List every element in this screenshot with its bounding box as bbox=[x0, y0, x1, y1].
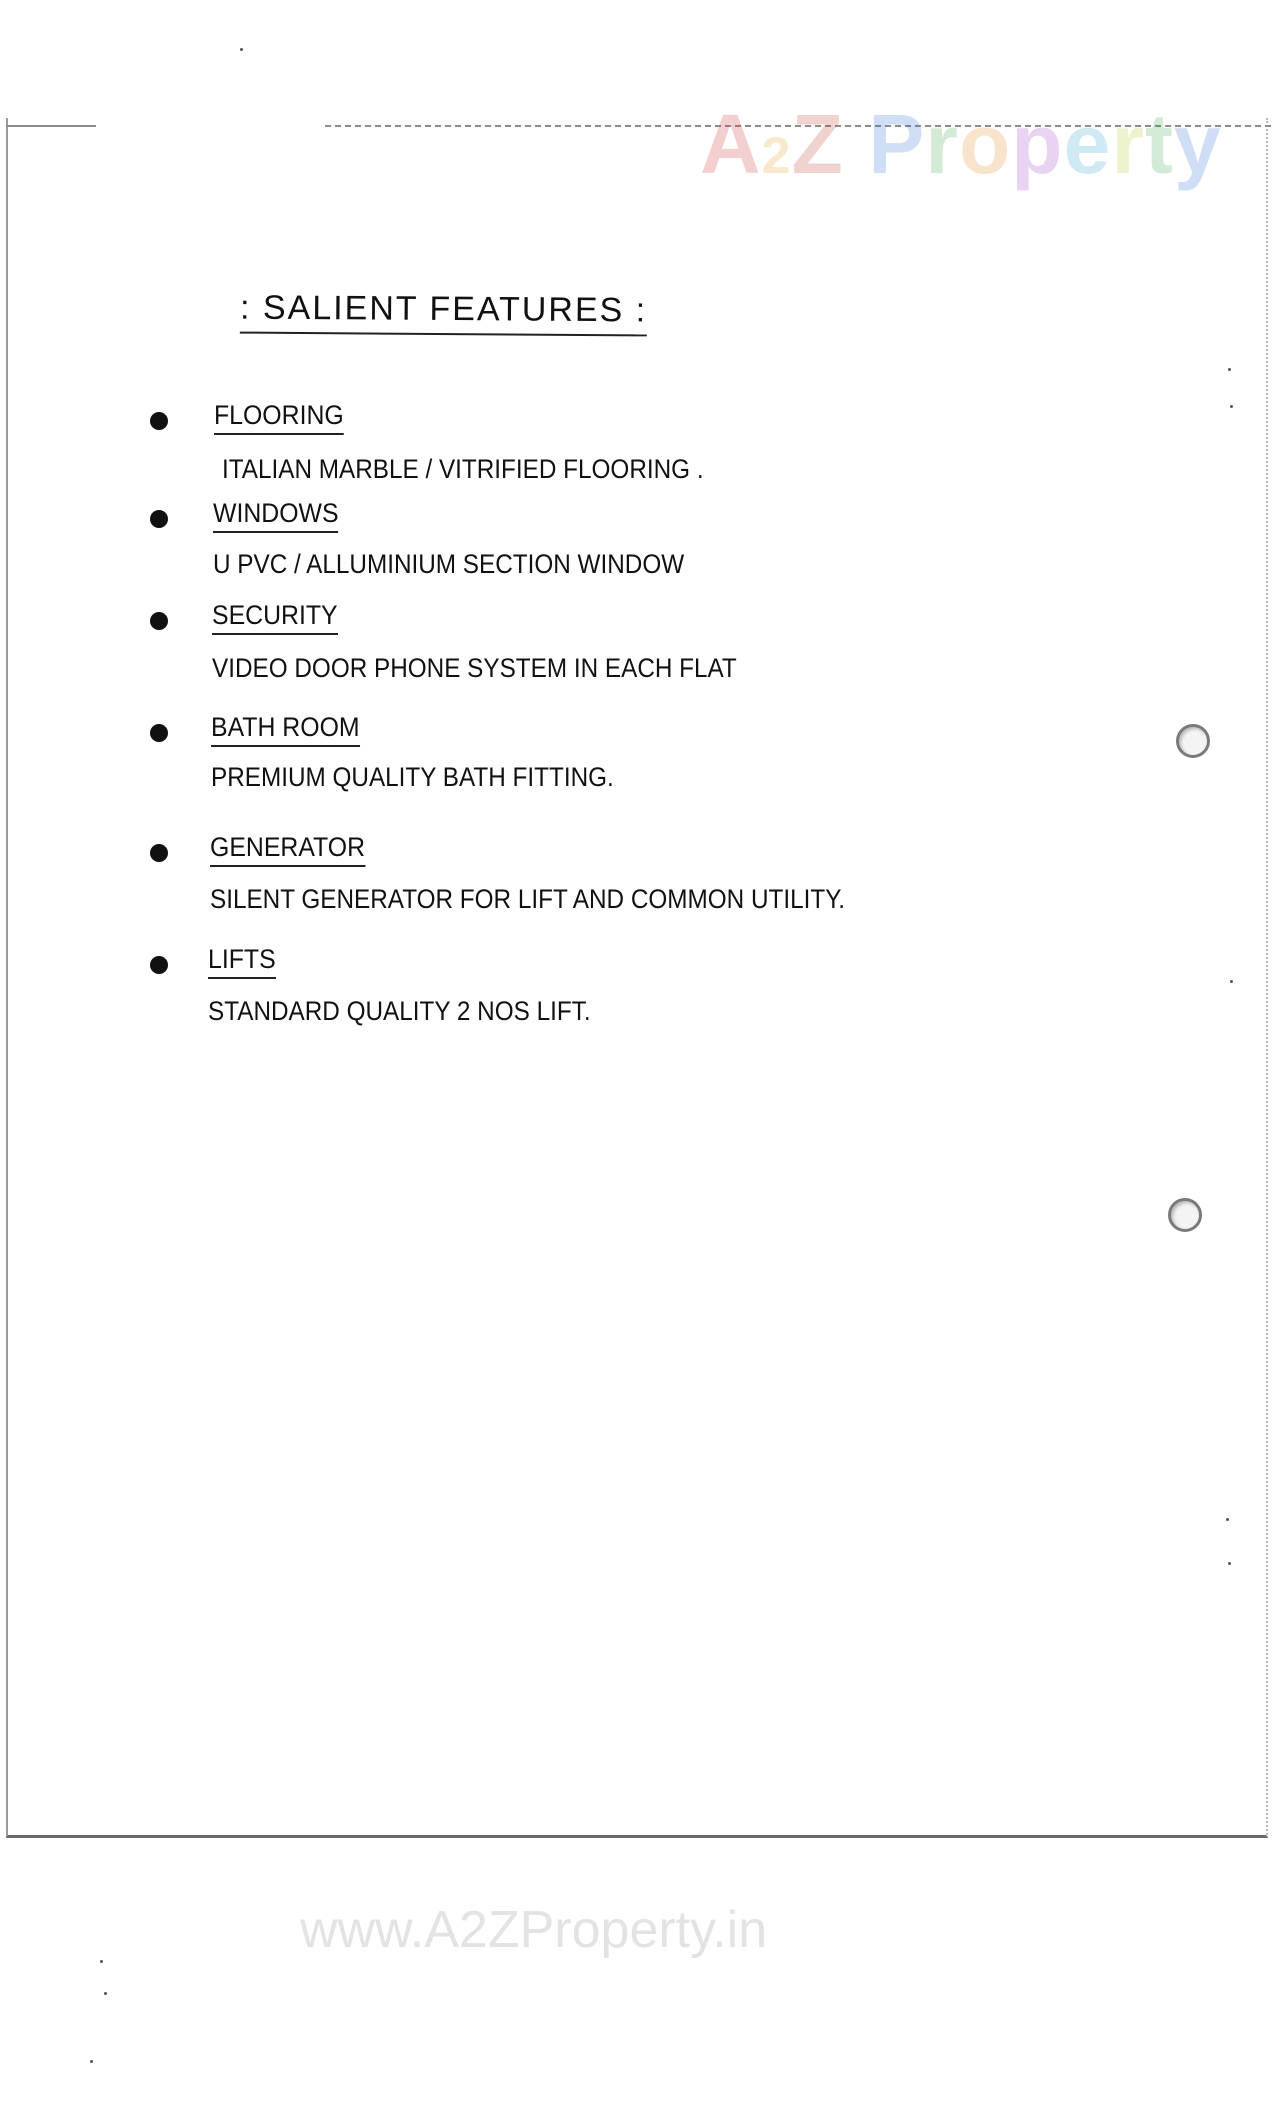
scan-speck bbox=[1226, 1518, 1229, 1521]
feature-heading: LIFTS bbox=[208, 944, 276, 979]
watermark-letter: r bbox=[925, 97, 959, 191]
watermark-letter: p bbox=[1011, 97, 1064, 191]
feature-heading: FLOORING bbox=[214, 400, 344, 435]
feature-description: U PVC / ALLUMINIUM SECTION WINDOW bbox=[213, 549, 685, 579]
scanned-page-border bbox=[6, 118, 1268, 1838]
feature-description: STANDARD QUALITY 2 NOS LIFT. bbox=[208, 996, 591, 1026]
feature-description: VIDEO DOOR PHONE SYSTEM IN EACH FLAT bbox=[212, 653, 737, 683]
scan-speck bbox=[1230, 980, 1233, 983]
bullet-icon bbox=[150, 844, 168, 862]
a2z-property-url-watermark: www.A2ZProperty.in bbox=[300, 1901, 768, 1959]
bullet-icon bbox=[150, 956, 168, 974]
punch-hole-icon bbox=[1176, 724, 1210, 758]
scan-speck bbox=[1228, 368, 1231, 371]
feature-heading: GENERATOR bbox=[210, 832, 365, 867]
feature-heading: BATH ROOM bbox=[211, 712, 360, 747]
scan-speck bbox=[100, 1960, 103, 1963]
punch-hole-icon bbox=[1168, 1198, 1202, 1232]
scan-speck bbox=[1230, 405, 1233, 408]
watermark-letter: e bbox=[1063, 97, 1112, 191]
a2z-property-logo-watermark bbox=[700, 96, 1222, 193]
watermark-letter: Z bbox=[791, 97, 844, 191]
scan-speck bbox=[104, 1992, 107, 1995]
watermark-letter: 2 bbox=[761, 127, 792, 185]
watermark-letter: o bbox=[958, 97, 1012, 191]
watermark-letter: t bbox=[1145, 97, 1175, 191]
bullet-icon bbox=[150, 412, 168, 430]
feature-description: PREMIUM QUALITY BATH FITTING. bbox=[211, 762, 614, 792]
watermark-letter: r bbox=[1111, 97, 1146, 191]
scan-speck bbox=[240, 48, 243, 51]
watermark-letter: y bbox=[1174, 97, 1222, 191]
bullet-icon bbox=[150, 510, 168, 528]
page-edge-line bbox=[6, 125, 96, 127]
watermark-letter: P bbox=[868, 97, 926, 191]
watermark-letter: A bbox=[700, 97, 762, 191]
bullet-icon bbox=[150, 724, 168, 742]
watermark-space bbox=[844, 97, 868, 191]
feature-heading: WINDOWS bbox=[213, 498, 339, 533]
scan-speck bbox=[90, 2060, 93, 2063]
document-title: : SALIENT FEATURES : bbox=[240, 289, 647, 337]
scan-speck bbox=[1228, 1562, 1231, 1565]
feature-description: SILENT GENERATOR FOR LIFT AND COMMON UTILITY. bbox=[210, 884, 846, 914]
bullet-icon bbox=[150, 612, 168, 630]
feature-heading: SECURITY bbox=[212, 600, 338, 635]
feature-description: ITALIAN MARBLE / VITRIFIED FLOORING . bbox=[222, 454, 704, 484]
